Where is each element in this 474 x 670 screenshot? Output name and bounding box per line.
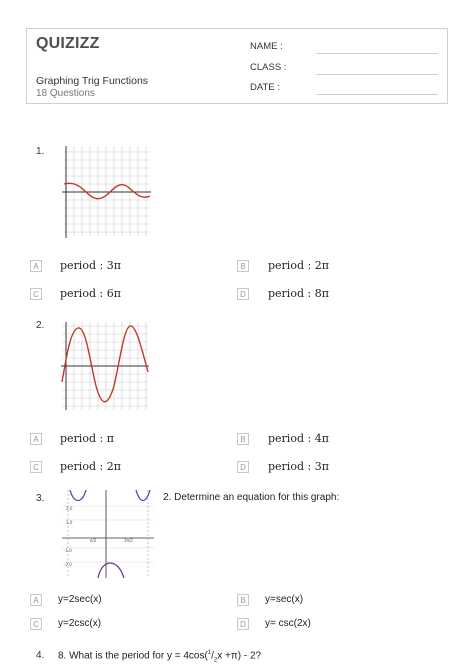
class-field[interactable] xyxy=(316,74,438,75)
name-field[interactable] xyxy=(316,53,438,54)
fraction-denominator: 2 xyxy=(213,657,218,664)
question-1-graph xyxy=(58,144,154,240)
worksheet-header xyxy=(26,28,448,104)
date-label: DATE : xyxy=(250,82,280,93)
svg-text:1.0: 1.0 xyxy=(66,520,73,525)
q1-option-d-marker[interactable]: D xyxy=(237,288,249,300)
fraction-numerator: 1 xyxy=(207,650,212,656)
q2-option-d-marker[interactable]: D xyxy=(237,461,249,473)
q3-option-a-text[interactable]: y=2sec(x) xyxy=(58,594,102,605)
q1-option-d-text[interactable]: period : 8π xyxy=(268,287,329,300)
q2-option-b-marker[interactable]: B xyxy=(237,433,249,445)
class-label: CLASS : xyxy=(250,62,287,73)
date-field[interactable] xyxy=(316,94,438,95)
worksheet-title: Graphing Trig Functions xyxy=(36,75,149,87)
q3-option-d-marker[interactable]: D xyxy=(237,618,249,630)
svg-text:-1.0: -1.0 xyxy=(64,548,72,553)
quizizz-logo: QUIZIZZ xyxy=(36,35,100,52)
q2-option-a-text[interactable]: period : π xyxy=(60,432,114,445)
question-3-text: 2. Determine an equation for this graph: xyxy=(163,492,340,503)
svg-text:-2.0: -2.0 xyxy=(64,562,72,567)
q3-option-b-text[interactable]: y=sec(x) xyxy=(265,594,304,605)
question-2-number: 2. xyxy=(36,320,45,331)
question-4-text-post: x +π) - 2? xyxy=(217,650,262,662)
q1-option-a-text[interactable]: period : 3π xyxy=(60,259,121,272)
svg-text:3π/2: 3π/2 xyxy=(124,538,133,543)
svg-text:π/2: π/2 xyxy=(90,538,97,543)
question-count: 18 Questions xyxy=(36,88,95,99)
q2-option-b-text[interactable]: period : 4π xyxy=(268,432,329,445)
q3-option-a-marker[interactable]: A xyxy=(30,594,42,606)
q1-option-c-marker[interactable]: C xyxy=(30,288,42,300)
q2-option-a-marker[interactable]: A xyxy=(30,433,42,445)
question-4-text-pre: 8. What is the period for y = 4cos( xyxy=(58,650,208,662)
question-3-graph xyxy=(58,490,156,578)
q1-option-b-marker[interactable]: B xyxy=(237,260,249,272)
question-4-number: 4. xyxy=(36,650,45,661)
name-label: NAME : xyxy=(250,41,283,52)
question-4-text: 8. What is the period for $y = 4\cos(^1/_2x +\pi) - 2$? xyxy=(58,650,262,664)
q2-option-d-text[interactable]: period : 3π xyxy=(268,460,329,473)
q2-option-c-text[interactable]: period : 2π xyxy=(60,460,121,473)
svg-text:2.0: 2.0 xyxy=(66,506,73,511)
q3-option-c-text[interactable]: y=2csc(x) xyxy=(58,618,102,629)
q1-option-a-marker[interactable]: A xyxy=(30,260,42,272)
question-3-number: 3. xyxy=(36,493,45,504)
q3-option-c-marker[interactable]: C xyxy=(30,618,42,630)
q1-option-c-text[interactable]: period : 6π xyxy=(60,287,121,300)
q3-option-b-marker[interactable]: B xyxy=(237,594,249,606)
question-1-number: 1. xyxy=(36,146,45,157)
q2-option-c-marker[interactable]: C xyxy=(30,461,42,473)
question-2-graph xyxy=(58,320,152,412)
q1-option-b-text[interactable]: period : 2π xyxy=(268,259,329,272)
q3-option-d-text[interactable]: y= csc(2x) xyxy=(265,618,311,629)
